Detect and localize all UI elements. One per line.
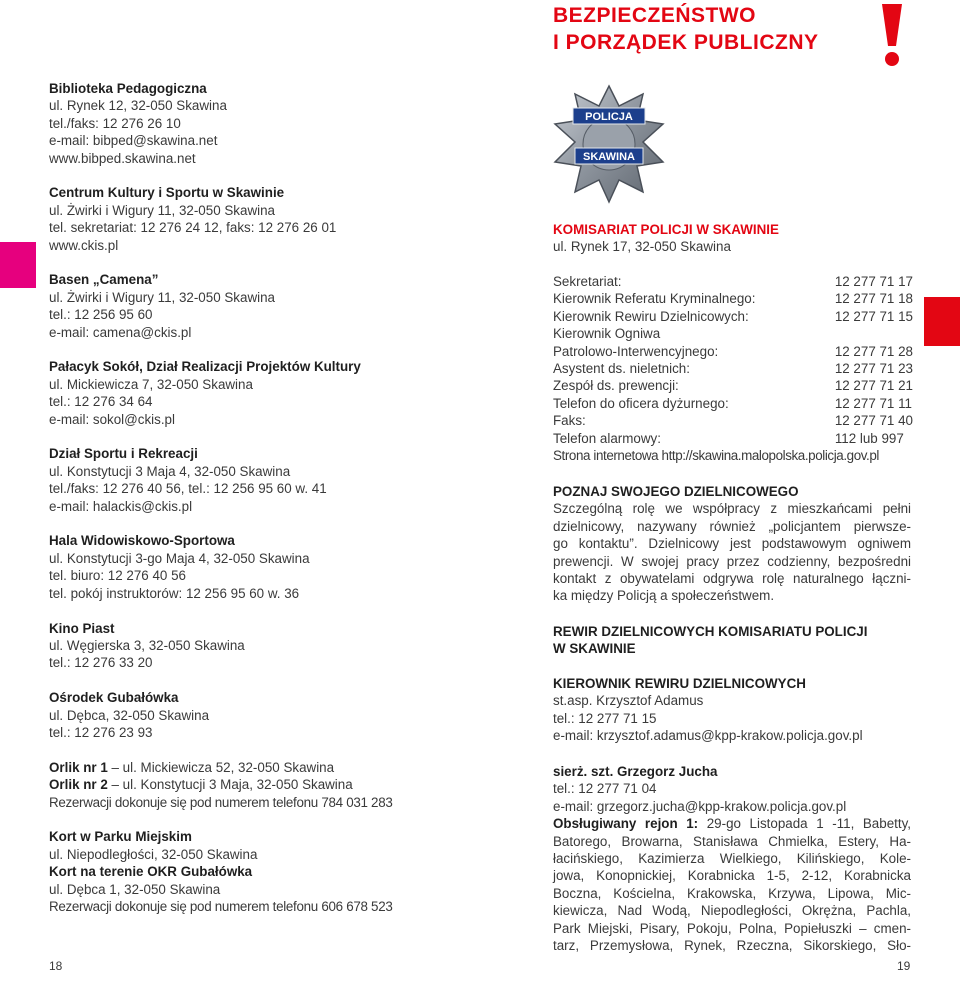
orlik-block: [49, 759, 489, 811]
region-line: Boczna, Kościelna, Krakowska, Krzywa, Lipowa, Mic-: [553, 885, 911, 901]
dzial-name: Dział Sportu i Rekreacji: [49, 446, 198, 462]
palacyk-name: Pałacyk Sokół, Dział Realizacji Projektów Kultury: [49, 359, 361, 375]
contact-label: Zespół ds. prewencji:: [553, 378, 679, 394]
poznaj-line: prewencji. W swojej pracy przez codzienny, bezpośredni: [553, 553, 911, 569]
page-number-left: 18: [49, 959, 63, 973]
kort-name: Kort w Parku Miejskim: [49, 829, 192, 845]
jucha-phone: tel.: 12 277 71 04: [553, 781, 657, 797]
orlik-note: Rezerwacji dokonuje się pod numerem telefonu 784 031 283: [49, 794, 393, 810]
poznaj-line: dzielnicowy, nazywany również „policjantem pierwsze-: [553, 518, 911, 534]
contacts-block: [553, 273, 913, 464]
region-line: Park Miejski, Pisary, Pokoju, Polna, Popiełuszki – cmen-: [553, 920, 911, 936]
osrodek-block: [49, 689, 489, 741]
orlik1-name: Orlik nr 1: [49, 759, 108, 775]
biblioteka-name: Biblioteka Pedagogiczna: [49, 81, 207, 96]
hala-address: ul. Konstytucji 3-go Maja 4, 32-050 Skawina: [49, 550, 310, 566]
basen-name: Basen „Camena”: [49, 272, 159, 288]
pink-side-tab: [0, 242, 36, 288]
contact-row: [553, 343, 913, 360]
contacts-table: [553, 273, 913, 447]
contact-row: [553, 290, 913, 307]
komisariat-block: [553, 221, 913, 256]
osrodek-name: Ośrodek Gubałówka: [49, 690, 179, 706]
kort2-name: Kort na terenie OKR Gubałówka: [49, 864, 253, 880]
dzial-address: ul. Konstytucji 3 Maja 4, 32-050 Skawina: [49, 463, 291, 479]
hala-name: Hala Widowiskowo-Sportowa: [49, 533, 235, 549]
kino-address: ul. Węgierska 3, 32-050 Skawina: [49, 637, 245, 653]
orlik1-address: – ul. Mickiewicza 52, 32-050 Skawina: [107, 759, 335, 775]
jucha-block: [553, 763, 911, 954]
police-website: Strona internetowa http://skawina.malopolska.policja.gov.pl: [553, 448, 879, 464]
kino-phone: tel.: 12 276 33 20: [49, 655, 153, 671]
contact-label: Kierownik Rewiru Dzielnicowych:: [553, 308, 749, 324]
contact-value: 12 277 71 23: [834, 361, 913, 377]
poznaj-title: POZNAJ SWOJEGO DZIELNICOWEGO: [553, 484, 799, 499]
contact-label: Kierownik Referatu Kryminalnego:: [553, 291, 756, 307]
contact-value: 112 lub 997: [834, 430, 904, 446]
section-title-line2: I PORZĄDEK PUBLICZNY: [553, 31, 819, 54]
contact-label: Sekretariat:: [553, 274, 622, 289]
biblioteka-address: ul. Rynek 12, 32-050 Skawina: [49, 98, 227, 114]
orlik2-name: Orlik nr 2: [49, 777, 108, 793]
kort-address: ul. Niepodległości, 32-050 Skawina: [49, 846, 258, 862]
dzial-block: [49, 445, 489, 515]
orlik2-line: [49, 776, 489, 793]
basen-phone: tel.: 12 256 95 60: [49, 307, 153, 323]
centrum-name: Centrum Kultury i Sportu w Skawinie: [49, 185, 285, 201]
jucha-email: e-mail: grzegorz.jucha@kpp-krakow.policja.gov.pl: [553, 798, 847, 814]
palacyk-block: [49, 358, 489, 428]
komisariat-title: KOMISARIAT POLICJI W SKAWINIE: [553, 222, 779, 237]
police-badge-icon: [553, 84, 665, 204]
hala-block: [49, 532, 489, 602]
rewir-title2: W SKAWINIE: [553, 641, 636, 657]
centrum-address: ul. Żwirki i Wigury 11, 32-050 Skawina: [49, 202, 275, 218]
hala-phone2: tel. pokój instruktorów: 12 256 95 60 w. 36: [49, 585, 300, 601]
contact-label: Telefon alarmowy:: [553, 430, 661, 446]
contact-value: 12 277 71 17: [834, 274, 913, 289]
palacyk-address: ul. Mickiewicza 7, 32-050 Skawina: [49, 376, 253, 392]
left-column: [49, 80, 489, 915]
palacyk-email: e-mail: sokol@ckis.pl: [49, 411, 175, 427]
kino-name: Kino Piast: [49, 620, 115, 636]
poznaj-line: go kontaktu”. Dzielnicowy jest podstawowym ogniwem: [553, 536, 911, 552]
badge-bottom-text: SKAWINA: [583, 151, 635, 163]
palacyk-phone: tel.: 12 276 34 64: [49, 394, 153, 410]
contact-label: Asystent ds. nieletnich:: [553, 361, 690, 377]
region-line: jowa, Konopnickiej, Korabnicka 1-5, 2-12, Korabnicka: [553, 868, 911, 884]
kierownik-title: KIEROWNIK REWIRU DZIELNICOWYCH: [553, 676, 806, 691]
contact-value: 12 277 71 18: [834, 291, 913, 307]
kierownik-email: e-mail: krzysztof.adamus@kpp-krakow.policja.gov.pl: [553, 728, 863, 744]
jucha-name: sierż. szt. Grzegorz Jucha: [553, 764, 718, 779]
basen-address: ul. Żwirki i Wigury 11, 32-050 Skawina: [49, 289, 275, 305]
orlik2-address: – ul. Konstytucji 3 Maja, 32-050 Skawina: [107, 777, 353, 793]
biblioteka-www: www.bibped.skawina.net: [49, 150, 196, 166]
basen-email: e-mail: camena@ckis.pl: [49, 324, 192, 340]
region-label: Obsługiwany rejon 1:: [553, 816, 699, 832]
kort2-address: ul. Dębca 1, 32-050 Skawina: [49, 881, 221, 897]
region-line: Batorego, Browarna, Stanisława Chmielka, Estery, Ha-: [553, 833, 911, 849]
region-line: kiewicza, Nad Wodą, Niepodległości, Okrężna, Pachla,: [553, 903, 911, 919]
orlik1-line: [49, 759, 489, 776]
contact-label: Kierownik Ogniwa: [553, 326, 661, 342]
contact-row: [553, 412, 913, 429]
osrodek-address: ul. Dębca, 32-050 Skawina: [49, 707, 210, 723]
contact-row: [553, 273, 913, 290]
contact-value: 12 277 71 11: [834, 395, 913, 411]
page-number-right: 19: [897, 959, 911, 973]
poznaj-line: ka między Policją a społeczeństwem.: [553, 588, 775, 604]
kierownik-block: [553, 675, 913, 745]
kort-block: [49, 828, 489, 915]
poznaj-block: [553, 483, 911, 605]
contact-label: Telefon do oficera dyżurnego:: [553, 395, 729, 411]
contact-row: [553, 308, 913, 325]
kierownik-name: st.asp. Krzysztof Adamus: [553, 693, 704, 709]
poznaj-text: [553, 500, 911, 604]
red-side-tab: [924, 297, 960, 346]
biblioteka-email: e-mail: bibped@skawina.net: [49, 133, 218, 149]
basen-block: [49, 271, 489, 341]
region-line: tarz, Przemysłowa, Rynek, Rzeczna, Sikorskiego, Sło-: [553, 938, 911, 954]
section-title-line1: BEZPIECZEŃSTWO: [553, 4, 757, 27]
osrodek-phone: tel.: 12 276 23 93: [49, 724, 153, 740]
kierownik-phone: tel.: 12 277 71 15: [553, 710, 657, 726]
biblioteka-phone: tel./faks: 12 276 26 10: [49, 115, 181, 131]
contact-row: [553, 325, 913, 342]
contact-value: 12 277 71 21: [834, 378, 913, 394]
contact-label: Patrolowo-Interwencyjnego:: [553, 343, 719, 359]
dzial-email: e-mail: halackis@ckis.pl: [49, 498, 193, 514]
poznaj-line: kontakt z obywatelami odgrywa rolę naturalnego łączni-: [553, 571, 911, 587]
region-text: 29-go Listopada 1 -11, Babetty,: [698, 816, 912, 832]
contact-value: 12 277 71 15: [834, 308, 913, 324]
jucha-region: [553, 815, 911, 954]
contact-row: [553, 430, 913, 447]
contact-row: [553, 377, 913, 394]
rewir-block: [553, 623, 913, 658]
badge-top-text: POLICJA: [585, 111, 633, 123]
region-line: [553, 815, 911, 832]
exclamation-icon: [875, 2, 909, 68]
centrum-phone: tel. sekretariat: 12 276 24 12, faks: 12 276 26 01: [49, 220, 337, 236]
kino-block: [49, 620, 489, 672]
rewir-title1: REWIR DZIELNICOWYCH KOMISARIATU POLICJI: [553, 624, 868, 639]
kort-note: Rezerwacji dokonuje się pod numerem telefonu 606 678 523: [49, 898, 393, 914]
contact-label: Faks:: [553, 413, 586, 429]
hala-phone1: tel. biuro: 12 276 40 56: [49, 568, 186, 584]
region-line: łacińskiego, Kazimierza Wielkiego, Kilińskiego, Kole-: [553, 851, 911, 867]
komisariat-address: ul. Rynek 17, 32-050 Skawina: [553, 239, 731, 255]
contact-value: 12 277 71 28: [834, 343, 913, 359]
dzial-phone: tel./faks: 12 276 40 56, tel.: 12 256 95 60 w. 41: [49, 481, 327, 497]
contact-row: [553, 360, 913, 377]
centrum-block: [49, 184, 489, 254]
contact-row: [553, 395, 913, 412]
biblioteka-block: [49, 80, 489, 167]
contact-value: 12 277 71 40: [834, 413, 913, 429]
centrum-www: www.ckis.pl: [49, 237, 119, 253]
section-header: [553, 2, 819, 56]
contact-value: [835, 325, 913, 342]
poznaj-line: Szczególną rolę we współpracy z mieszkańcami pełni: [553, 501, 911, 517]
